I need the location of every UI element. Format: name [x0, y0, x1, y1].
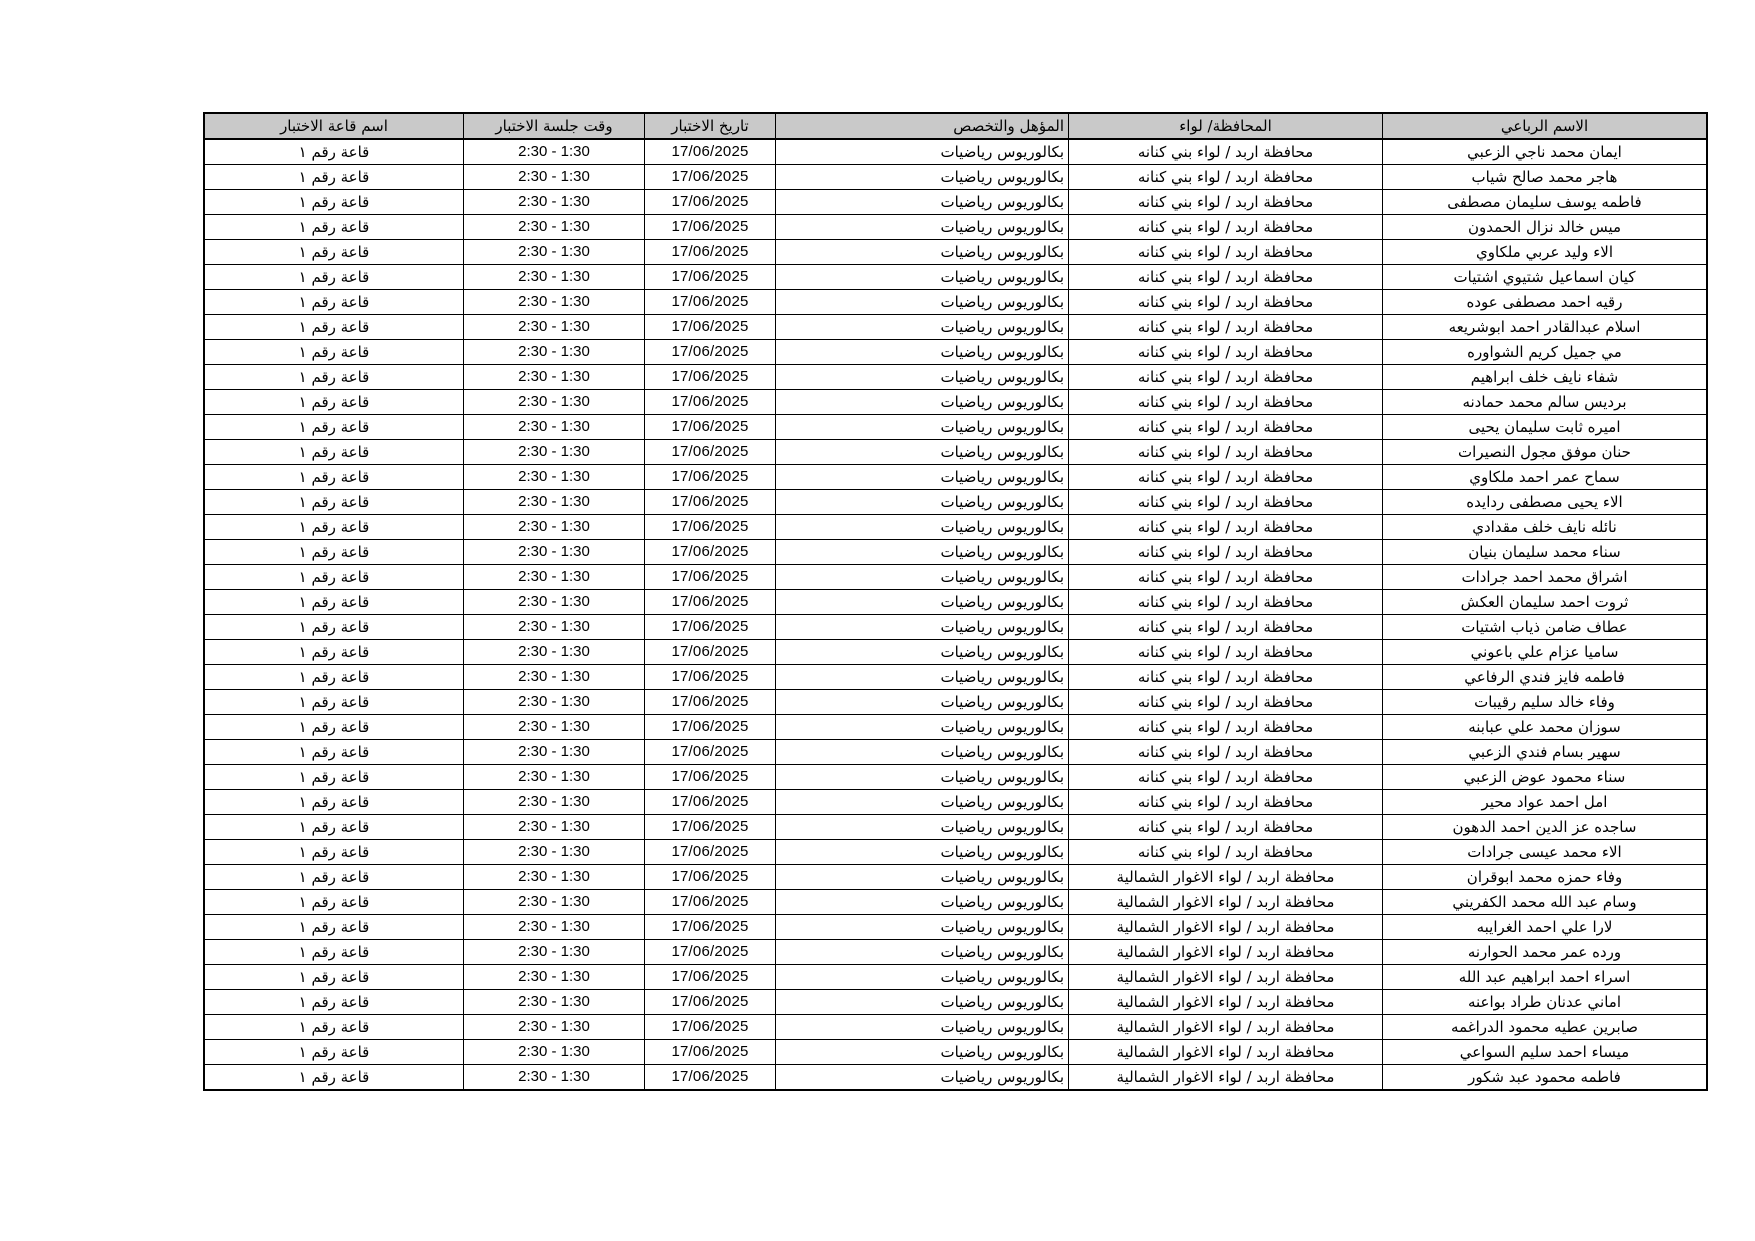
cell-name: ساميا عزام علي باعوني: [1383, 640, 1708, 665]
cell-hall: قاعة رقم ١: [204, 139, 464, 165]
cell-qualification: بكالوريوس رياضيات: [776, 515, 1069, 540]
cell-time: 2:30 - 1:30: [464, 139, 645, 165]
cell-time: 2:30 - 1:30: [464, 390, 645, 415]
header-row: [204, 113, 1707, 139]
cell-hall: قاعة رقم ١: [204, 815, 464, 840]
cell-governorate: محافظة اربد / لواء بني كنانه: [1069, 139, 1383, 165]
cell-name: الاء يحيى مصطفى ردايده: [1383, 490, 1708, 515]
cell-time: 2:30 - 1:30: [464, 590, 645, 615]
cell-time: 2:30 - 1:30: [464, 490, 645, 515]
cell-qualification: بكالوريوس رياضيات: [776, 615, 1069, 640]
cell-qualification: بكالوريوس رياضيات: [776, 890, 1069, 915]
cell-hall: قاعة رقم ١: [204, 965, 464, 990]
cell-time: 2:30 - 1:30: [464, 990, 645, 1015]
cell-governorate: محافظة اربد / لواء الاغوار الشمالية: [1069, 940, 1383, 965]
cell-hall: قاعة رقم ١: [204, 765, 464, 790]
cell-hall: قاعة رقم ١: [204, 565, 464, 590]
cell-name: وفاء حمزه محمد ابوقران: [1383, 865, 1708, 890]
cell-name: اشراق محمد احمد جرادات: [1383, 565, 1708, 590]
cell-time: 2:30 - 1:30: [464, 240, 645, 265]
table-row: [204, 765, 1707, 790]
cell-time: 2:30 - 1:30: [464, 815, 645, 840]
cell-name: هاجر محمد صالح شياب: [1383, 165, 1708, 190]
cell-qualification: بكالوريوس رياضيات: [776, 765, 1069, 790]
cell-name: حنان موفق مجول النصيرات: [1383, 440, 1708, 465]
cell-hall: قاعة رقم ١: [204, 1065, 464, 1091]
cell-governorate: محافظة اربد / لواء بني كنانه: [1069, 740, 1383, 765]
cell-time: 2:30 - 1:30: [464, 840, 645, 865]
cell-name: سوزان محمد علي عبابنه: [1383, 715, 1708, 740]
table-body: [204, 139, 1707, 1090]
cell-date: 17/06/2025: [645, 315, 776, 340]
cell-governorate: محافظة اربد / لواء بني كنانه: [1069, 715, 1383, 740]
cell-date: 17/06/2025: [645, 165, 776, 190]
table-row: [204, 940, 1707, 965]
cell-time: 2:30 - 1:30: [464, 640, 645, 665]
cell-hall: قاعة رقم ١: [204, 790, 464, 815]
cell-date: 17/06/2025: [645, 365, 776, 390]
cell-hall: قاعة رقم ١: [204, 615, 464, 640]
cell-time: 2:30 - 1:30: [464, 665, 645, 690]
cell-time: 2:30 - 1:30: [464, 265, 645, 290]
cell-name: اسلام عبدالقادر احمد ابوشريعه: [1383, 315, 1708, 340]
cell-governorate: محافظة اربد / لواء الاغوار الشمالية: [1069, 990, 1383, 1015]
cell-date: 17/06/2025: [645, 940, 776, 965]
cell-qualification: بكالوريوس رياضيات: [776, 165, 1069, 190]
cell-qualification: بكالوريوس رياضيات: [776, 1015, 1069, 1040]
cell-date: 17/06/2025: [645, 740, 776, 765]
cell-time: 2:30 - 1:30: [464, 290, 645, 315]
table-row: [204, 465, 1707, 490]
table-row: [204, 740, 1707, 765]
cell-hall: قاعة رقم ١: [204, 1015, 464, 1040]
cell-time: 2:30 - 1:30: [464, 965, 645, 990]
header-name: الاسم الرباعي: [1383, 113, 1708, 139]
cell-hall: قاعة رقم ١: [204, 865, 464, 890]
cell-date: 17/06/2025: [645, 340, 776, 365]
cell-governorate: محافظة اربد / لواء بني كنانه: [1069, 490, 1383, 515]
cell-qualification: بكالوريوس رياضيات: [776, 740, 1069, 765]
cell-time: 2:30 - 1:30: [464, 940, 645, 965]
table-row: [204, 790, 1707, 815]
cell-qualification: بكالوريوس رياضيات: [776, 940, 1069, 965]
cell-date: 17/06/2025: [645, 715, 776, 740]
cell-name: فاطمه فايز فندي الرفاعي: [1383, 665, 1708, 690]
table-row: [204, 1065, 1707, 1091]
cell-name: الاء وليد عربي ملكاوي: [1383, 240, 1708, 265]
cell-time: 2:30 - 1:30: [464, 540, 645, 565]
table-row: [204, 690, 1707, 715]
cell-hall: قاعة رقم ١: [204, 690, 464, 715]
cell-name: اسراء احمد ابراهيم عبد الله: [1383, 965, 1708, 990]
cell-qualification: بكالوريوس رياضيات: [776, 490, 1069, 515]
cell-governorate: محافظة اربد / لواء الاغوار الشمالية: [1069, 1040, 1383, 1065]
cell-governorate: محافظة اربد / لواء الاغوار الشمالية: [1069, 915, 1383, 940]
cell-qualification: بكالوريوس رياضيات: [776, 265, 1069, 290]
cell-time: 2:30 - 1:30: [464, 165, 645, 190]
cell-hall: قاعة رقم ١: [204, 940, 464, 965]
cell-name: اميره ثابت سليمان يحيى: [1383, 415, 1708, 440]
cell-hall: قاعة رقم ١: [204, 215, 464, 240]
cell-time: 2:30 - 1:30: [464, 1065, 645, 1091]
table-row: [204, 640, 1707, 665]
cell-date: 17/06/2025: [645, 540, 776, 565]
cell-qualification: بكالوريوس رياضيات: [776, 715, 1069, 740]
cell-time: 2:30 - 1:30: [464, 465, 645, 490]
cell-date: 17/06/2025: [645, 265, 776, 290]
cell-name: ثروت احمد سليمان العكش: [1383, 590, 1708, 615]
cell-date: 17/06/2025: [645, 390, 776, 415]
cell-name: نائله نايف خلف مقدادي: [1383, 515, 1708, 540]
cell-governorate: محافظة اربد / لواء بني كنانه: [1069, 440, 1383, 465]
cell-time: 2:30 - 1:30: [464, 790, 645, 815]
cell-hall: قاعة رقم ١: [204, 465, 464, 490]
table-row: [204, 715, 1707, 740]
table-row: [204, 815, 1707, 840]
cell-date: 17/06/2025: [645, 640, 776, 665]
cell-time: 2:30 - 1:30: [464, 215, 645, 240]
table-row: [204, 340, 1707, 365]
cell-hall: قاعة رقم ١: [204, 315, 464, 340]
cell-date: 17/06/2025: [645, 590, 776, 615]
cell-name: صابرين عطيه محمود الدراغمه: [1383, 1015, 1708, 1040]
cell-hall: قاعة رقم ١: [204, 890, 464, 915]
cell-governorate: محافظة اربد / لواء بني كنانه: [1069, 290, 1383, 315]
cell-name: فاطمه يوسف سليمان مصطفى: [1383, 190, 1708, 215]
cell-name: سناء محمود عوض الزعبي: [1383, 765, 1708, 790]
header-hall: اسم قاعة الاختبار: [204, 113, 464, 139]
header-date: تاريخ الاختبار: [645, 113, 776, 139]
cell-qualification: بكالوريوس رياضيات: [776, 390, 1069, 415]
cell-time: 2:30 - 1:30: [464, 365, 645, 390]
table-row: [204, 1015, 1707, 1040]
cell-date: 17/06/2025: [645, 515, 776, 540]
table-row: [204, 915, 1707, 940]
cell-qualification: بكالوريوس رياضيات: [776, 690, 1069, 715]
cell-hall: قاعة رقم ١: [204, 165, 464, 190]
cell-date: 17/06/2025: [645, 465, 776, 490]
cell-time: 2:30 - 1:30: [464, 865, 645, 890]
cell-governorate: محافظة اربد / لواء بني كنانه: [1069, 515, 1383, 540]
cell-governorate: محافظة اربد / لواء بني كنانه: [1069, 665, 1383, 690]
cell-date: 17/06/2025: [645, 790, 776, 815]
cell-name: وسام عبد الله محمد الكفريني: [1383, 890, 1708, 915]
table-row: [204, 315, 1707, 340]
cell-time: 2:30 - 1:30: [464, 740, 645, 765]
cell-governorate: محافظة اربد / لواء بني كنانه: [1069, 390, 1383, 415]
cell-hall: قاعة رقم ١: [204, 740, 464, 765]
cell-qualification: بكالوريوس رياضيات: [776, 965, 1069, 990]
cell-date: 17/06/2025: [645, 690, 776, 715]
cell-hall: قاعة رقم ١: [204, 515, 464, 540]
table-row: [204, 565, 1707, 590]
cell-date: 17/06/2025: [645, 190, 776, 215]
cell-date: 17/06/2025: [645, 1015, 776, 1040]
cell-hall: قاعة رقم ١: [204, 390, 464, 415]
cell-qualification: بكالوريوس رياضيات: [776, 415, 1069, 440]
cell-date: 17/06/2025: [645, 865, 776, 890]
cell-governorate: محافظة اربد / لواء بني كنانه: [1069, 215, 1383, 240]
cell-date: 17/06/2025: [645, 815, 776, 840]
cell-governorate: محافظة اربد / لواء بني كنانه: [1069, 315, 1383, 340]
table-row: [204, 515, 1707, 540]
cell-time: 2:30 - 1:30: [464, 565, 645, 590]
cell-date: 17/06/2025: [645, 990, 776, 1015]
cell-time: 2:30 - 1:30: [464, 1015, 645, 1040]
table-row: [204, 490, 1707, 515]
cell-governorate: محافظة اربد / لواء بني كنانه: [1069, 590, 1383, 615]
header-qualification: المؤهل والتخصص: [776, 113, 1069, 139]
cell-name: كيان اسماعيل شتيوي اشتيات: [1383, 265, 1708, 290]
cell-governorate: محافظة اربد / لواء بني كنانه: [1069, 365, 1383, 390]
cell-date: 17/06/2025: [645, 139, 776, 165]
cell-date: 17/06/2025: [645, 965, 776, 990]
cell-time: 2:30 - 1:30: [464, 415, 645, 440]
cell-governorate: محافظة اربد / لواء بني كنانه: [1069, 765, 1383, 790]
cell-name: ساجده عز الدين احمد الدهون: [1383, 815, 1708, 840]
cell-name: الاء محمد عيسى جرادات: [1383, 840, 1708, 865]
cell-name: ميس خالد نزال الحمدون: [1383, 215, 1708, 240]
cell-hall: قاعة رقم ١: [204, 990, 464, 1015]
cell-time: 2:30 - 1:30: [464, 915, 645, 940]
table-row: [204, 365, 1707, 390]
cell-qualification: بكالوريوس رياضيات: [776, 290, 1069, 315]
cell-qualification: بكالوريوس رياضيات: [776, 139, 1069, 165]
cell-qualification: بكالوريوس رياضيات: [776, 540, 1069, 565]
table-row: [204, 840, 1707, 865]
cell-time: 2:30 - 1:30: [464, 890, 645, 915]
cell-date: 17/06/2025: [645, 890, 776, 915]
table-row: [204, 865, 1707, 890]
cell-name: عطاف ضامن ذياب اشتيات: [1383, 615, 1708, 640]
table-row: [204, 440, 1707, 465]
cell-name: امل احمد عواد محير: [1383, 790, 1708, 815]
cell-hall: قاعة رقم ١: [204, 490, 464, 515]
cell-date: 17/06/2025: [645, 765, 776, 790]
table-row: [204, 540, 1707, 565]
cell-governorate: محافظة اربد / لواء بني كنانه: [1069, 540, 1383, 565]
cell-hall: قاعة رقم ١: [204, 440, 464, 465]
cell-date: 17/06/2025: [645, 215, 776, 240]
cell-qualification: بكالوريوس رياضيات: [776, 865, 1069, 890]
cell-name: سناء محمد سليمان بنيان: [1383, 540, 1708, 565]
cell-time: 2:30 - 1:30: [464, 1040, 645, 1065]
cell-hall: قاعة رقم ١: [204, 590, 464, 615]
cell-qualification: بكالوريوس رياضيات: [776, 190, 1069, 215]
cell-hall: قاعة رقم ١: [204, 1040, 464, 1065]
cell-governorate: محافظة اربد / لواء بني كنانه: [1069, 615, 1383, 640]
header-governorate: المحافظة/ لواء: [1069, 113, 1383, 139]
cell-name: ورده عمر محمد الحوارنه: [1383, 940, 1708, 965]
cell-qualification: بكالوريوس رياضيات: [776, 465, 1069, 490]
table-row: [204, 165, 1707, 190]
table-row: [204, 590, 1707, 615]
cell-governorate: محافظة اربد / لواء الاغوار الشمالية: [1069, 965, 1383, 990]
table-row: [204, 990, 1707, 1015]
cell-name: برديس سالم محمد حمادنه: [1383, 390, 1708, 415]
cell-governorate: محافظة اربد / لواء الاغوار الشمالية: [1069, 890, 1383, 915]
cell-hall: قاعة رقم ١: [204, 265, 464, 290]
cell-date: 17/06/2025: [645, 915, 776, 940]
table-row: [204, 290, 1707, 315]
cell-governorate: محافظة اربد / لواء بني كنانه: [1069, 815, 1383, 840]
cell-governorate: محافظة اربد / لواء بني كنانه: [1069, 565, 1383, 590]
table-row: [204, 415, 1707, 440]
cell-qualification: بكالوريوس رياضيات: [776, 790, 1069, 815]
cell-qualification: بكالوريوس رياضيات: [776, 990, 1069, 1015]
cell-governorate: محافظة اربد / لواء الاغوار الشمالية: [1069, 1015, 1383, 1040]
cell-name: فاطمه محمود عبد شكور: [1383, 1065, 1708, 1091]
cell-qualification: بكالوريوس رياضيات: [776, 640, 1069, 665]
table-row: [204, 965, 1707, 990]
cell-governorate: محافظة اربد / لواء بني كنانه: [1069, 415, 1383, 440]
cell-qualification: بكالوريوس رياضيات: [776, 1065, 1069, 1091]
cell-name: وفاء خالد سليم رقيبات: [1383, 690, 1708, 715]
table-row: [204, 615, 1707, 640]
cell-name: ميساء احمد سليم السواعي: [1383, 1040, 1708, 1065]
cell-name: سماح عمر احمد ملكاوي: [1383, 465, 1708, 490]
table-row: [204, 265, 1707, 290]
cell-qualification: بكالوريوس رياضيات: [776, 440, 1069, 465]
cell-governorate: محافظة اربد / لواء الاغوار الشمالية: [1069, 865, 1383, 890]
cell-hall: قاعة رقم ١: [204, 915, 464, 940]
cell-hall: قاعة رقم ١: [204, 640, 464, 665]
table-row: [204, 665, 1707, 690]
cell-governorate: محافظة اربد / لواء بني كنانه: [1069, 340, 1383, 365]
table-row: [204, 215, 1707, 240]
cell-governorate: محافظة اربد / لواء بني كنانه: [1069, 165, 1383, 190]
cell-date: 17/06/2025: [645, 565, 776, 590]
cell-hall: قاعة رقم ١: [204, 190, 464, 215]
cell-governorate: محافظة اربد / لواء بني كنانه: [1069, 790, 1383, 815]
cell-date: 17/06/2025: [645, 1065, 776, 1091]
cell-qualification: بكالوريوس رياضيات: [776, 665, 1069, 690]
table-row: [204, 139, 1707, 165]
header-time: وقت جلسة الاختبار: [464, 113, 645, 139]
cell-name: اماني عدنان طراد بواعنه: [1383, 990, 1708, 1015]
cell-time: 2:30 - 1:30: [464, 615, 645, 640]
cell-date: 17/06/2025: [645, 490, 776, 515]
cell-qualification: بكالوريوس رياضيات: [776, 240, 1069, 265]
cell-qualification: بكالوريوس رياضيات: [776, 815, 1069, 840]
cell-qualification: بكالوريوس رياضيات: [776, 915, 1069, 940]
cell-hall: قاعة رقم ١: [204, 240, 464, 265]
cell-name: مي جميل كريم الشواوره: [1383, 340, 1708, 365]
cell-date: 17/06/2025: [645, 1040, 776, 1065]
exam-schedule-sheet: [203, 112, 1657, 1091]
cell-date: 17/06/2025: [645, 665, 776, 690]
cell-time: 2:30 - 1:30: [464, 315, 645, 340]
cell-governorate: محافظة اربد / لواء بني كنانه: [1069, 465, 1383, 490]
cell-qualification: بكالوريوس رياضيات: [776, 215, 1069, 240]
table-row: [204, 390, 1707, 415]
cell-qualification: بكالوريوس رياضيات: [776, 340, 1069, 365]
cell-time: 2:30 - 1:30: [464, 715, 645, 740]
cell-name: شفاء نايف خلف ابراهيم: [1383, 365, 1708, 390]
cell-time: 2:30 - 1:30: [464, 515, 645, 540]
cell-name: سهير بسام فندي الزعبي: [1383, 740, 1708, 765]
cell-qualification: بكالوريوس رياضيات: [776, 1040, 1069, 1065]
cell-governorate: محافظة اربد / لواء بني كنانه: [1069, 640, 1383, 665]
table-row: [204, 190, 1707, 215]
cell-hall: قاعة رقم ١: [204, 665, 464, 690]
cell-governorate: محافظة اربد / لواء بني كنانه: [1069, 190, 1383, 215]
cell-hall: قاعة رقم ١: [204, 340, 464, 365]
cell-hall: قاعة رقم ١: [204, 540, 464, 565]
cell-name: ايمان محمد ناجي الزعبي: [1383, 139, 1708, 165]
cell-time: 2:30 - 1:30: [464, 340, 645, 365]
cell-governorate: محافظة اربد / لواء الاغوار الشمالية: [1069, 1065, 1383, 1091]
cell-date: 17/06/2025: [645, 290, 776, 315]
cell-name: رقيه احمد مصطفى عوده: [1383, 290, 1708, 315]
cell-time: 2:30 - 1:30: [464, 765, 645, 790]
cell-hall: قاعة رقم ١: [204, 840, 464, 865]
cell-time: 2:30 - 1:30: [464, 690, 645, 715]
cell-governorate: محافظة اربد / لواء بني كنانه: [1069, 840, 1383, 865]
cell-qualification: بكالوريوس رياضيات: [776, 365, 1069, 390]
cell-governorate: محافظة اربد / لواء بني كنانه: [1069, 240, 1383, 265]
cell-qualification: بكالوريوس رياضيات: [776, 315, 1069, 340]
cell-date: 17/06/2025: [645, 240, 776, 265]
cell-date: 17/06/2025: [645, 615, 776, 640]
cell-hall: قاعة رقم ١: [204, 715, 464, 740]
cell-qualification: بكالوريوس رياضيات: [776, 840, 1069, 865]
cell-governorate: محافظة اربد / لواء بني كنانه: [1069, 265, 1383, 290]
cell-time: 2:30 - 1:30: [464, 190, 645, 215]
cell-qualification: بكالوريوس رياضيات: [776, 565, 1069, 590]
cell-date: 17/06/2025: [645, 440, 776, 465]
cell-date: 17/06/2025: [645, 840, 776, 865]
table-row: [204, 240, 1707, 265]
cell-hall: قاعة رقم ١: [204, 290, 464, 315]
cell-governorate: محافظة اربد / لواء بني كنانه: [1069, 690, 1383, 715]
table-row: [204, 1040, 1707, 1065]
cell-name: لارا علي احمد الغرايبه: [1383, 915, 1708, 940]
exam-schedule-table: [203, 112, 1708, 1091]
cell-time: 2:30 - 1:30: [464, 440, 645, 465]
cell-date: 17/06/2025: [645, 415, 776, 440]
cell-hall: قاعة رقم ١: [204, 365, 464, 390]
cell-qualification: بكالوريوس رياضيات: [776, 590, 1069, 615]
table-row: [204, 890, 1707, 915]
cell-hall: قاعة رقم ١: [204, 415, 464, 440]
